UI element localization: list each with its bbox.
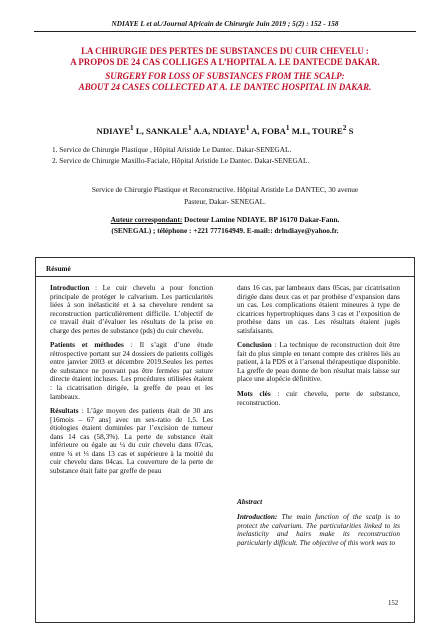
- paragraph-label: Conclusion: [237, 341, 272, 350]
- resume-left-column: [50, 284, 213, 481]
- title-english-line: ABOUT 24 CASES COLLECTED AT A. LE DANTEC HOSPITAL IN DAKAR.: [78, 81, 372, 92]
- author-name: M.L, TOURE: [289, 125, 343, 136]
- author-affiliation-marker: 1: [187, 124, 192, 132]
- institution-line: Pasteur, Dakar- SENEGAL.: [184, 196, 266, 206]
- resume-paragraph: [237, 284, 400, 335]
- abstract-heading: Abstract: [237, 497, 263, 506]
- paragraph-text: : La technique de reconstruction doit être fait du plus simple en tenant compte des critères liés au patient, à la PDS et à l’arsenal thérapeutique disponible. La greffe de peau donne de bon résultat mais laisse sur place une alopécie définitive.: [237, 341, 400, 384]
- affiliation-item: 1. Service de Chirurgie Plastique , Hôpital Aristide Le Dantec. Dakar-SENEGAL.: [52, 145, 292, 154]
- corresponding-author-address: Docteur Lamine NDIAYE. BP 16170 Dakar-Fann.: [182, 215, 340, 224]
- title-english: [40, 71, 410, 92]
- affiliation-item: 2. Service de Chirurgie Maxillo-Faciale, Hôpital Aristide Le Dantec. Dakar-SENEGAL.: [52, 156, 310, 166]
- author-affiliation-marker: 1: [285, 124, 290, 132]
- author-list: [40, 124, 410, 136]
- corresponding-author-label: Auteur correspondant:: [110, 215, 183, 224]
- author-name: A.A, NDIAYE: [191, 125, 246, 136]
- abstract-paragraph: [237, 513, 400, 547]
- corresponding-author: [40, 214, 410, 237]
- paragraph-label: Patients et méthodes: [50, 341, 124, 350]
- paragraph-label: Introduction: [50, 284, 90, 292]
- resume-paragraph: [237, 390, 400, 407]
- paragraph-label: Mots clés: [237, 390, 271, 399]
- paragraph-text: dans 16 cas, par lambeaux dans 05cas, par cicatrisation dirigée dans deux cas et par prothèse d’expansion dans un cas. Les complications étaient mineures à type de cicatrices hypertrophiques dans 3 cas et l’exposition de prothèse dans un cas. Les résultats étaient jugés satisfaisants.: [237, 284, 400, 335]
- paragraph-text: : cuir chevelu, perte de substance, reconstruction.: [237, 390, 400, 407]
- paragraph-text: : Il s’agit d’une étude rétrospective portant sur 24 dossiers de patients colligés entre janvier 2003 et décembre 2019.Seules les pertes de substance ne pouvant pas être fermées par suture directe étaient incluses. Les procédures utilisées étaient : la cicatrisation dirigée, la greffe de peau et les lambeaux.: [50, 341, 213, 401]
- paragraph-text: : Le cuir chevelu a pour fonction principale de protéger le calvarium. Les particularités liées à son inélasticité et à sa chevelure rendent sa reconstruction particulièrement difficile. L’objectif de ce travail était d’évaluer les résultats de la prise en charge des pertes de substance (pds) du cuir chevelu.: [50, 284, 213, 335]
- resume-heading: Résumé: [46, 264, 71, 273]
- title-english-line: SURGERY FOR LOSS OF SUBSTANCES FROM THE SCALP:: [105, 71, 345, 81]
- resume-paragraph: [237, 341, 400, 384]
- title-french: [40, 46, 410, 67]
- author-name: NDIAYE: [96, 125, 131, 136]
- resume-paragraph: [50, 341, 213, 401]
- paragraph-text: The main function of the scalp is to protect the calvarium. The particularities linked to its inelasticity and hairs make its reconstruction particularly difficult. The objective of this work was to: [237, 513, 400, 547]
- author-affiliation-marker: 1: [130, 124, 134, 132]
- author-affiliation-marker: 1: [245, 124, 250, 132]
- page-number: 152: [388, 600, 399, 607]
- paragraph-label: Résultats: [50, 407, 79, 416]
- resume-paragraph: [50, 407, 213, 475]
- institution-line: Service de Chirurgie Plastique et Reconstructive. Hôpital Aristide Le DANTEC, 30 avenue: [91, 185, 359, 194]
- resume-right-column: [237, 284, 400, 413]
- author-name: S: [346, 125, 354, 136]
- affiliation-list: [52, 144, 422, 167]
- paragraph-text: : L’âge moyen des patients était de 30 ans [16mois – 67 ans] avec un sex-ratio de 1,5. Les étiologies étaient dominées par l’excision de tumeur dans 14 cas (58,3%). La perte de substance était inférieure ou égale au ¼ du cuir chevelu dans 07cas, entre ¼ et ⅓ dans 13 cas et supérieure à la moitié du cuir chevelu dans 04cas. La couverture de la perte de substance était faite par greffe de peau: [50, 407, 213, 475]
- running-header: NDIAYE L et al./Journal Africain de Chirurgie Juin 2019 ; 5(2) : 152 - 158: [111, 20, 339, 28]
- institution-address: [60, 184, 390, 207]
- author-name: A, FOBA: [249, 125, 286, 136]
- header-rule: [34, 31, 416, 32]
- title-french-line: LA CHIRURGIE DES PERTES DE SUBSTANCES DU CUIR CHEVELU :: [81, 46, 369, 56]
- paragraph-label: Introduction:: [237, 513, 278, 521]
- corresponding-author-contact: (SENEGAL) ; téléphone : +221 777164949. E-mail:: drlndiaye@yahoo.fr.: [111, 226, 339, 236]
- abstract-box-divider: [35, 276, 415, 277]
- author-name: L, SANKALE: [133, 125, 188, 136]
- resume-paragraph: [50, 284, 213, 335]
- title-french-line: A PROPOS DE 24 CAS COLLIGES A L’HOPITAL A. LE DANTECDE DAKAR.: [70, 56, 380, 67]
- author-affiliation-marker: 2: [342, 124, 347, 132]
